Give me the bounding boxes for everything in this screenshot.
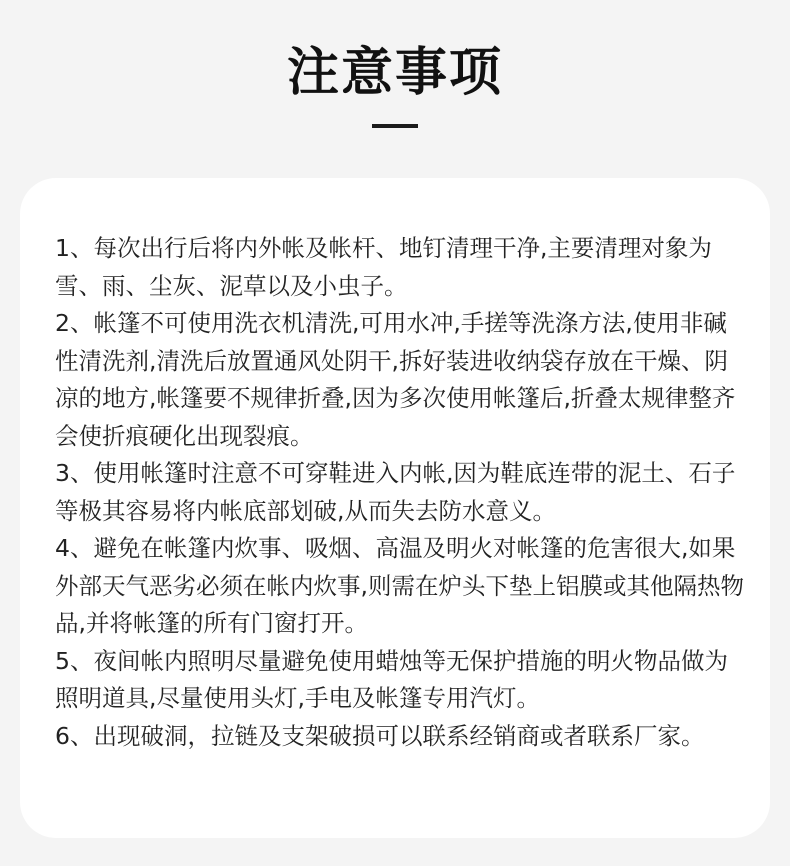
note-item-1: 1、每次出行后将内外帐及帐杆、地钉清理干净,主要清理对象为雪、雨、尘灰、泥草以及小虫子。 [55, 234, 712, 300]
note-item-5: 5、夜间帐内照明尽量避免使用蜡烛等无保护措施的明火物品做为照明道具,尽量使用头灯,手电及帐篷专用汽灯。 [55, 646, 728, 712]
page-title: 注意事项 [286, 43, 503, 103]
title-underline [372, 124, 418, 128]
note-item-2: 2、帐篷不可使用洗衣机清洗,可用水冲,手搓等洗涤方法,使用非碱性清洗剂,清洗后放置通风处阴干,拆好装进收纳袋存放在干燥、阴凉的地方,帐篷要不规律折叠,因为多次使用帐篷后,折叠太规律整齐会使折痕硬化出现裂痕。 [55, 309, 736, 450]
note-item-3: 3、使用帐篷时注意不可穿鞋进入内帐,因为鞋底连带的泥土、石子等极其容易将内帐底部划破,从而失去防水意义。 [55, 459, 736, 525]
notes-list [55, 230, 745, 755]
note-item-6: 6、出现破洞，拉链及支架破损可以联系经销商或者联系厂家。 [55, 721, 705, 750]
note-item-4: 4、避免在帐篷内炊事、吸烟、高温及明火对帐篷的危害很大,如果外部天气恶劣必须在帐内炊事,则需在炉头下垫上铝膜或其他隔热物品,并将帐篷的所有门窗打开。 [55, 534, 744, 637]
